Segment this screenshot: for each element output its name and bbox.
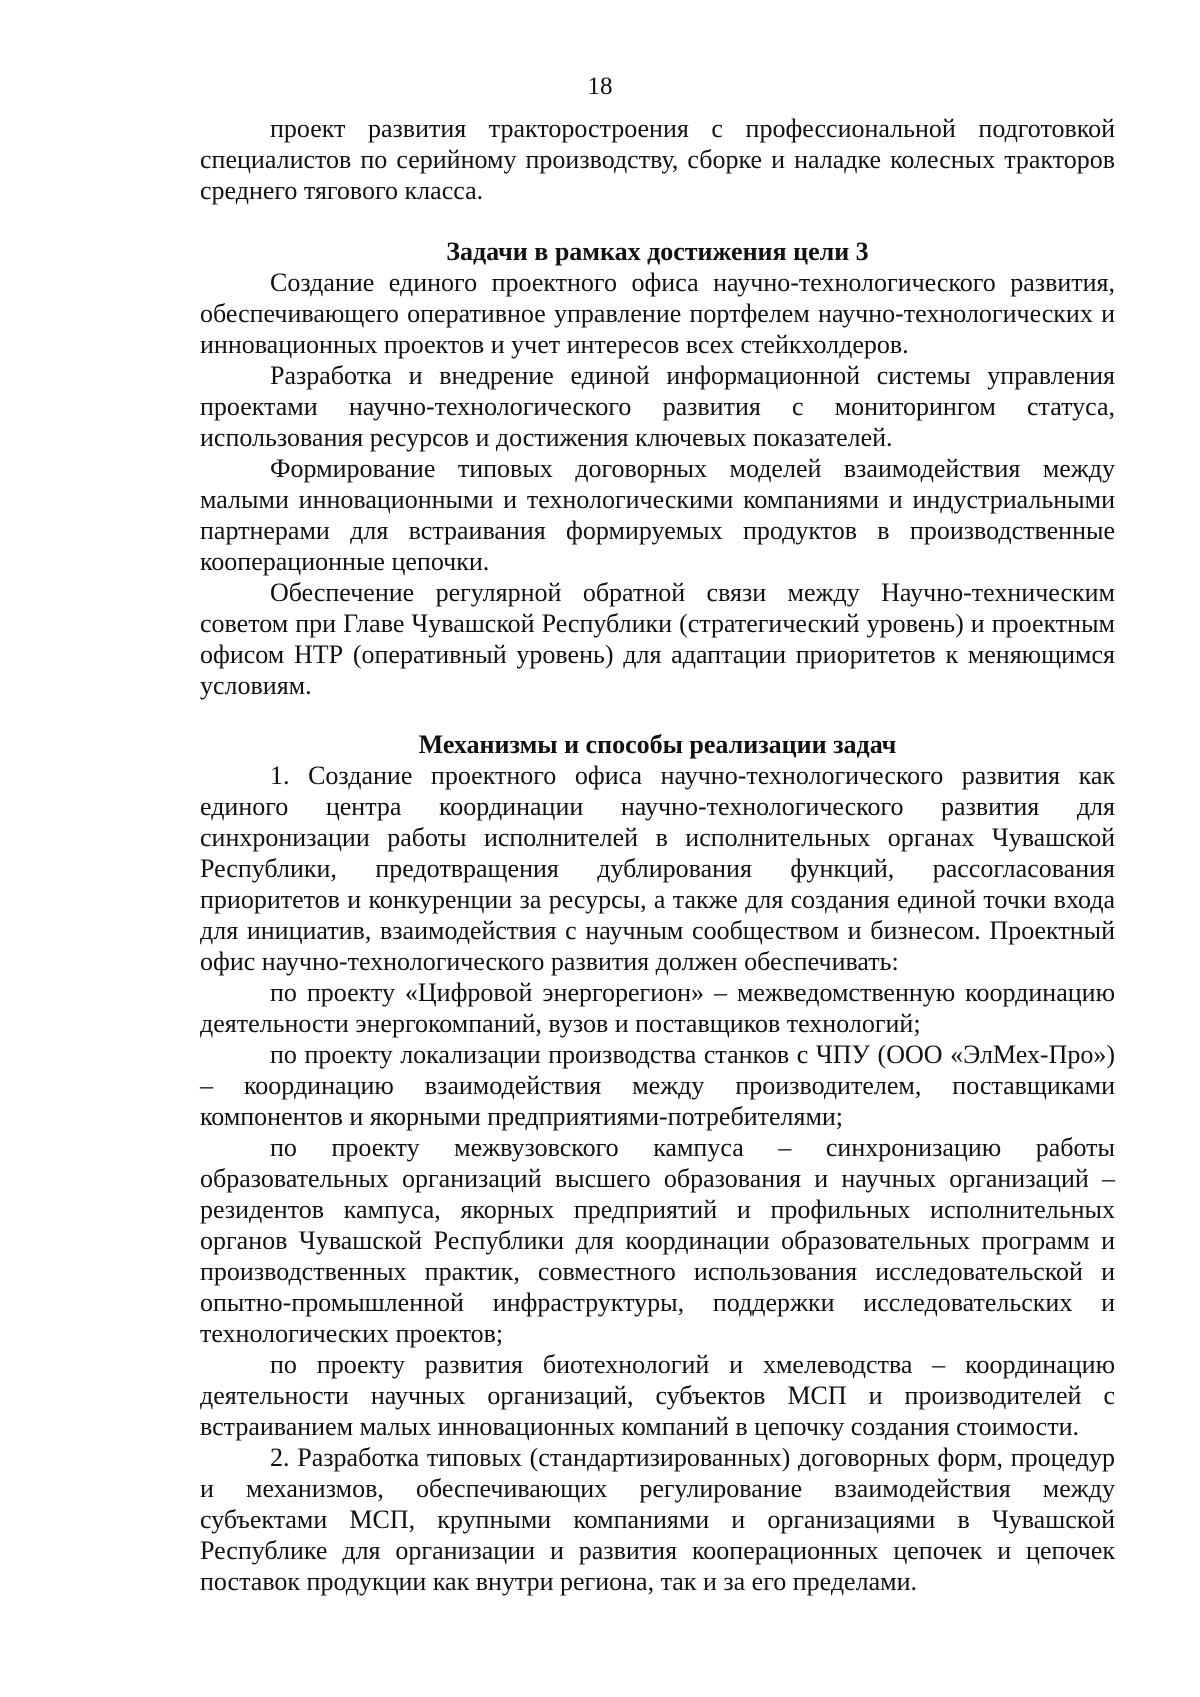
mechanisms-paragraph: по проекту локализации производства станков с ЧПУ (ООО «ЭлМех-Про») – координацию взаимодействия между производителем, поставщиками компонентов и якорными предприятиями-потребителями;: [200, 1040, 1115, 1131]
intro-paragraph: проект развития тракторостроения с профессиональной подготовкой специалистов по серийному производству, сборке и наладке колесных тракторов среднего тягового класса.: [200, 114, 1115, 205]
mechanisms-paragraph: по проекту межвузовского кампуса – синхронизацию работы образовательных организаций высшего образования и научных организаций – резидентов кампуса, якорных предприятий и профильных исполнительных органов Чувашской Республики для координации образовательных программ и производственных практик, совместного использования исследовательской и опытно-промышленной инфраструктуры, поддержки исследовательских и технологических проектов;: [200, 1133, 1115, 1348]
goal3-paragraph: Формирование типовых договорных моделей взаимодействия между малыми инновационными и технологическими компаниями и индустриальными партнерами для встраивания формируемых продуктов в производственные кооперационные цепочки.: [200, 454, 1115, 576]
goal3-paragraph: Обеспечение регулярной обратной связи между Научно-техническим советом при Главе Чувашской Республики (стратегический уровень) и проектным офисом НТР (оперативный уровень) для адаптации приоритетов к меняющимся условиям.: [200, 578, 1115, 700]
section-heading-mechanisms: Механизмы и способы реализации задач: [418, 730, 897, 759]
goal3-paragraph: Создание единого проектного офиса научно-технологического развития, обеспечивающего оперативное управление портфелем научно-технологических и инновационных проектов и учет интересов всех стейкхолдеров.: [200, 268, 1115, 359]
mechanisms-paragraph: по проекту развития биотехнологий и хмелеводства – координацию деятельности научных организаций, субъектов МСП и производителей с встраиванием малых инновационных компаний в цепочку создания стоимости.: [200, 1350, 1115, 1441]
mechanisms-paragraph: 1. Создание проектного офиса научно-технологического развития как единого центра координации научно-технологического развития для синхронизации работы исполнителей в исполнительных органах Чувашской Республики, предотвращения дублирования функций, рассогласования приоритетов и конкуренции за ресурсы, а также для создания единой точки входа для инициатив, взаимодействия с научным сообществом и бизнесом. Проектный офис научно-технологического развития должен обеспечивать:: [200, 761, 1115, 976]
section-heading-goal3: Задачи в рамках достижения цели 3: [446, 237, 869, 266]
goal3-paragraph: Разработка и внедрение единой информационной системы управления проектами научно-технологического развития с мониторингом статуса, использования ресурсов и достижения ключевых показателей.: [200, 361, 1115, 452]
document-body: [200, 113, 1115, 1597]
mechanisms-paragraph: 2. Разработка типовых (стандартизированных) договорных форм, процедур и механизмов, обеспечивающих регулирование взаимодействия между субъектами МСП, крупными компаниями и организациями в Чувашской Республике для организации и развития кооперационных цепочек и цепочек поставок продукции как внутри региона, так и за его пределами.: [200, 1443, 1115, 1596]
page-number: 18: [587, 73, 613, 100]
mechanisms-paragraph: по проекту «Цифровой энергорегион» – межведомственную координацию деятельности энергокомпаний, вузов и поставщиков технологий;: [200, 978, 1115, 1038]
